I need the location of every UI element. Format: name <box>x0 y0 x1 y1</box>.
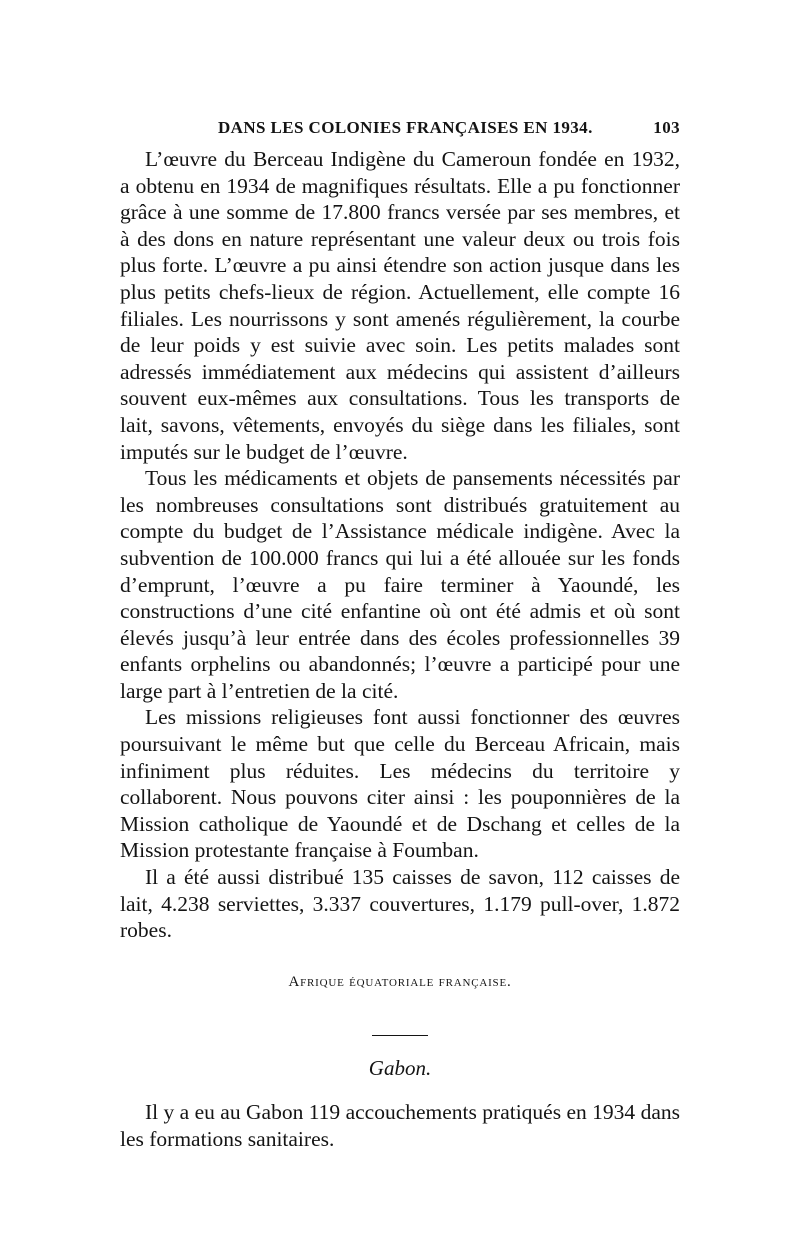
subsection-heading: Gabon. <box>368 1056 432 1081</box>
section-divider <box>372 1035 428 1037</box>
paragraph-missions-religieuses: Les missions religieuses font aussi fonctionner des œuvres poursuivant le même but que celle du Berceau Africain, mais infiniment plus réduites. Les médecins du territoire y collaborent. Nous pouvons citer ainsi : les pouponnières de la Mission catholique de Yaoundé et de Dschang et celles de la Mission protestante française à Foumban. <box>120 705 680 863</box>
running-header <box>120 112 680 146</box>
book-page <box>120 112 680 1153</box>
body-text <box>120 146 680 944</box>
section-heading: Afrique équatoriale française. <box>288 973 512 990</box>
paragraph-medicaments: Tous les médicaments et objets de pansements nécessités par les nombreuses consultations sont distribués gratuitement au compte du budget de l’Assistance médicale indigène. Avec la subvention de 100.000 francs qui lui a été allouée sur les fonds d’emprunt, l’œuvre a pu faire terminer à Yaoundé, les constructions d’une cité enfantine où ont été admis et où sont élevés jusqu’à leur entrée dans des écoles professionnelles 39 enfants orphelins ou abandonnés; l’œuvre a participé pour une large part à l’entretien de la cité. <box>120 466 680 703</box>
paragraph-berceau-indigene: L’œuvre du Berceau Indigène du Cameroun fondée en 1932, a obtenu en 1934 de magnifiques résultats. Elle a pu fonctionner grâce à une somme de 17.800 francs versée par ses membres, et à des dons en nature représentant une valeur deux ou trois fois plus forte. L’œuvre a pu ainsi étendre son action jusque dans les plus petits chefs-lieux de région. Actuellement, elle compte 16 filiales. Les nourrissons y sont amenés régulièrement, la courbe de leur poids y est suivie avec soin. Les petits malades sont adressés immédiatement aux médecins qui assistent d’ailleurs souvent eux-mêmes aux consultations. Tous les transports de lait, savons, vêtements, envoyés du siège dans les filiales, sont imputés sur le budget de l’œuvre. <box>120 147 680 464</box>
running-title: DANS LES COLONIES FRANÇAISES EN 1934. <box>218 118 593 137</box>
paragraph-gabon: Il y a eu au Gabon 119 accouchements pratiqués en 1934 dans les formations sanitaires. <box>120 1100 680 1151</box>
page-number: 103 <box>653 118 680 137</box>
paragraph-distributions: Il a été aussi distribué 135 caisses de savon, 112 caisses de lait, 4.238 serviettes, 3.337 couvertures, 1.179 pull-over, 1.872 robes. <box>120 865 680 943</box>
